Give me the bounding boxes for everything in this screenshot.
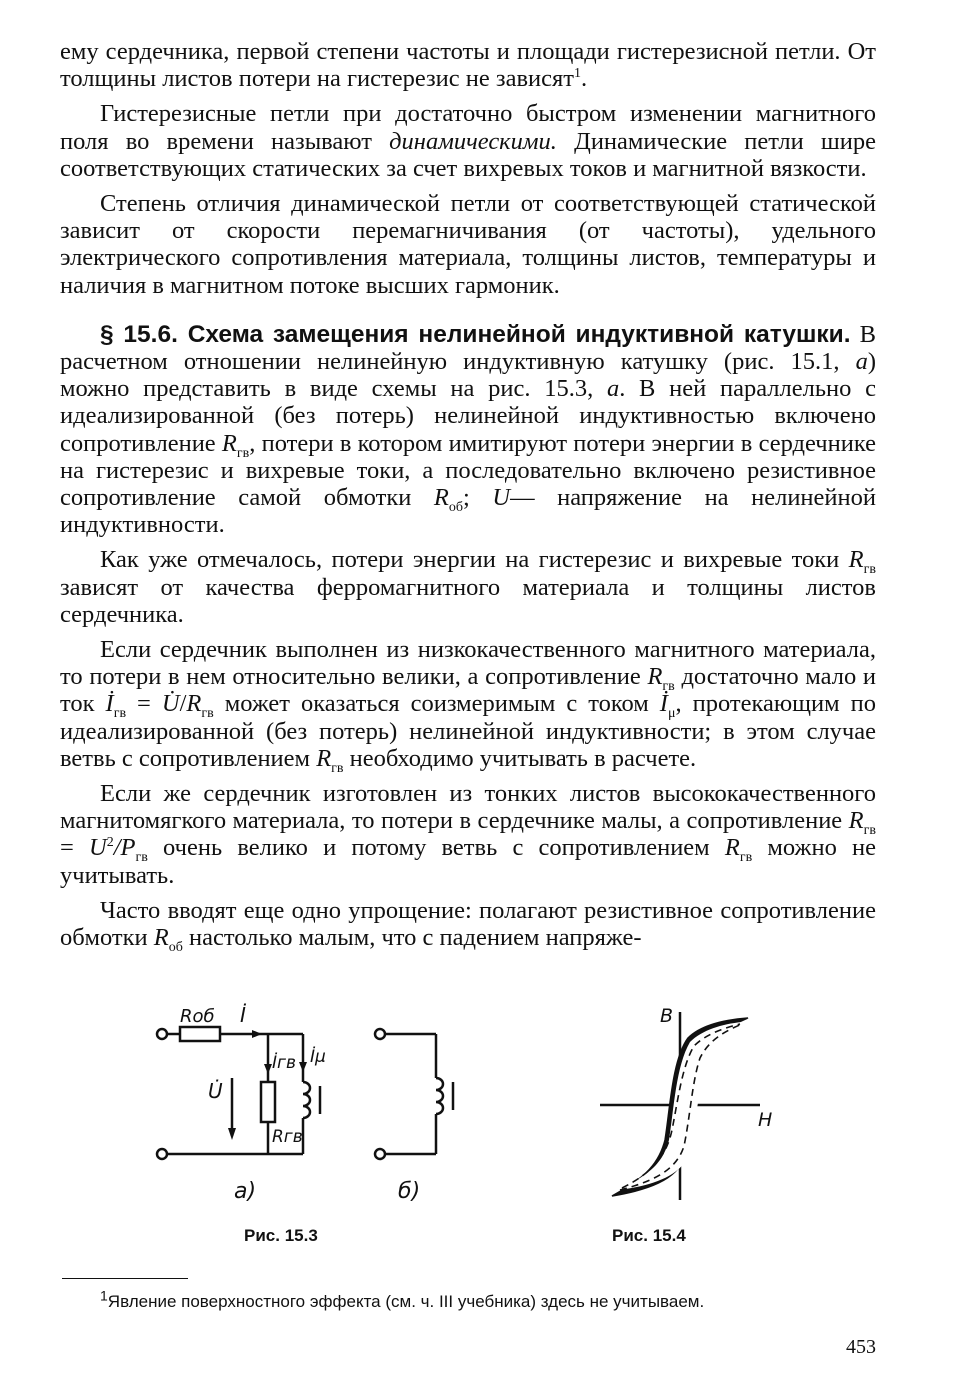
label-imu: İμ xyxy=(310,1047,326,1067)
caption-fig-15-3: Рис. 15.3 xyxy=(244,1226,318,1245)
label-rgv: Rгв xyxy=(272,1127,303,1147)
paragraph-2: Гистерезисные петли при достаточно быстром изменении магнитного поля во времени называют динамическими. Динамические петли шире соответствующих статических за счет вихревых токов и магнитной вязкости. xyxy=(60,100,876,182)
footnote-marker: 1 xyxy=(574,66,581,82)
footnote-number: 1 xyxy=(100,1287,108,1304)
label-i: İ xyxy=(240,1003,246,1027)
figures-svg xyxy=(0,990,960,1260)
axis-label-h: H xyxy=(758,1109,773,1131)
footnote-text: Явление поверхностного эффекта (см. ч. III учебника) здесь не учитываем. xyxy=(107,1292,705,1311)
emphasis-dynamic: динамическими. xyxy=(389,127,557,155)
page-number: 453 xyxy=(846,1336,876,1358)
label-rob: Rоб xyxy=(180,1006,215,1027)
paragraph-7: Если же сердечник изготовлен из тонких листов высококачественного магнитомягкого материала, то потери в сердечнике малы, а сопротивление $R_{гв} = U^2/P_{гв}$ очень велико и потому ветвь с сопротивлением $R_{гв}$ можно не учитывать. xyxy=(60,780,876,889)
resistor-rob xyxy=(180,1027,220,1041)
footnote-rule xyxy=(62,1278,188,1279)
axis-label-b: B xyxy=(660,1005,674,1027)
paragraph-8: Часто вводят еще одно упрощение: полагают резистивное сопротивление обмотки $R_{об}$ настолько малым, что с падением напряже- xyxy=(60,896,876,955)
paragraph-1: ему сердечника, первой степени частоты и площади гистерезисной петли. От толщины листов потери на гистерезис не зависят$^1$. xyxy=(60,38,876,93)
sublabel-b: б) xyxy=(398,1179,421,1204)
sublabel-a: а) xyxy=(234,1179,257,1204)
resistor-rgv xyxy=(261,1082,275,1122)
inductor-coil xyxy=(303,1082,310,1118)
inductor-coil-b xyxy=(436,1078,443,1114)
label-u: U̇ xyxy=(208,1079,223,1103)
figures-area xyxy=(0,990,960,1260)
section-heading: § 15.6. Схема замещения нелинейной индуктивной катушки. xyxy=(100,320,851,348)
paragraph-3: Степень отличия динамической петли от соответствующей статической зависит от скорости перемагничивания (от частоты), удельного электрического сопротивления материала, толщины листов, температуры и наличия в магнитном потоке высших гармоник. xyxy=(60,190,876,299)
section-15-6-paragraph: § 15.6. Схема замещения нелинейной индуктивной катушки. В расчетном отношении нелинейную индуктивную катушку (рис. 15.1, а) можно представить в виде схемы на рис. 15.3, а. В ней параллельно с идеализированной (без потерь) нелинейной индуктивностью включено сопротивление $R_{гв}$, потери в котором имитируют потери энергии в сердечнике на гистерезис и вихревые токи, а последовательно включено резистивное сопротивление самой обмотки $R_{об}$; U— напряжение на нелинейной индуктивности. xyxy=(60,320,877,539)
caption-fig-15-4: Рис. 15.4 xyxy=(612,1226,686,1245)
label-igv: İгв xyxy=(272,1053,296,1073)
paragraph-5: Как уже отмечалось, потери энергии на гистерезис и вихревые токи $R_{гв}$ зависят от качества ферромагнитного материала и толщины листов сердечника. xyxy=(60,546,876,628)
footnote xyxy=(100,1287,705,1312)
hysteresis-plot xyxy=(600,1012,760,1200)
circuit-diagram-b xyxy=(375,1029,453,1159)
page-body xyxy=(60,38,877,955)
paragraph-6: Если сердечник выполнен из низкокачественного магнитного материала, то потери в нем относительно велики, а сопротивление $R_{гв}$ достаточно мало и ток $İ_{гв}$ = $U̇/R_{гв}$ может оказаться соизмеримым с током $İ_\mu$, протекающим по идеализированной (без потерь) нелинейной индуктивности; в этом случае ветвь с сопротивлением $R_{гв}$ необходимо учитывать в расчете. xyxy=(60,636,876,776)
